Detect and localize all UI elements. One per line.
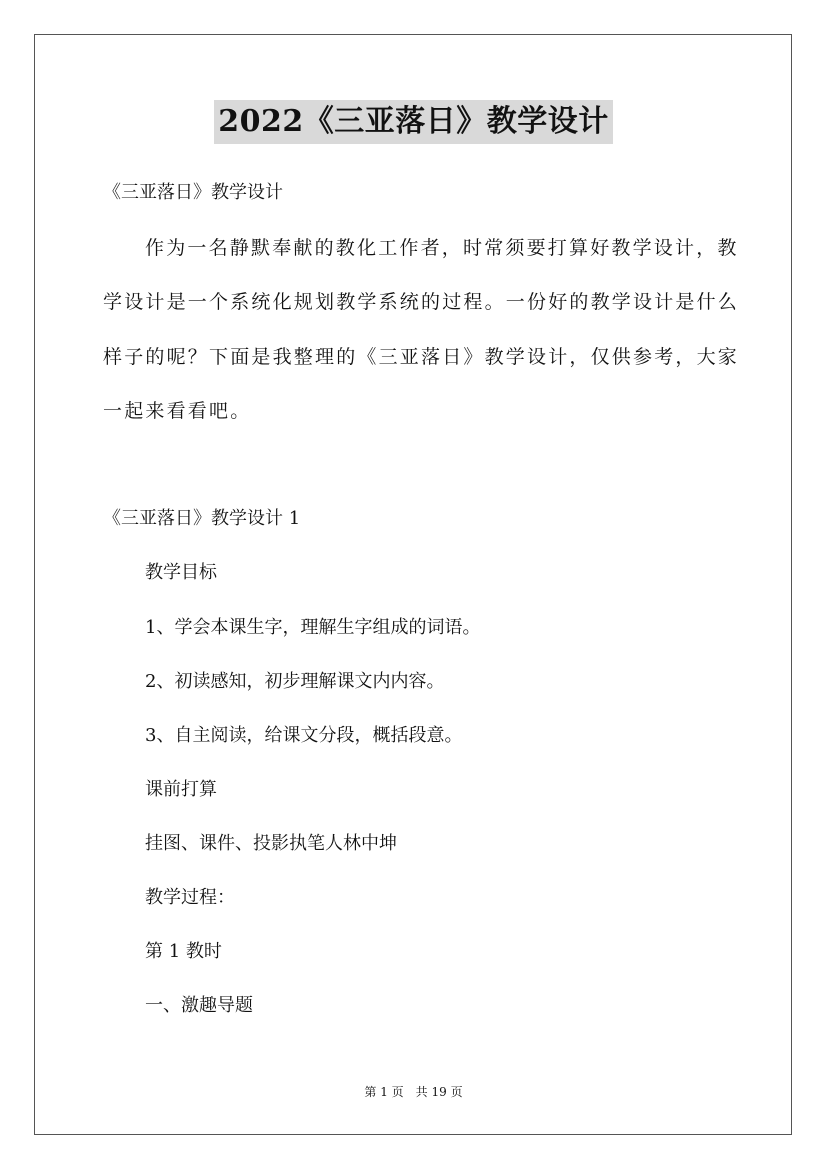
section-heading: 《三亚落日》教学设计 1	[103, 508, 301, 529]
list-item: 一、激趣导题	[145, 995, 253, 1016]
intro-line-1: 作为一名静默奉献的教化工作者，时常须要打算好教学设计，教	[145, 237, 739, 259]
page-footer: 第 1 页 共 19 页	[364, 1085, 463, 1099]
list-item: 教学目标	[145, 562, 217, 583]
list-item: 第 1 教时	[145, 941, 222, 962]
list-item: 1、学会本课生字，理解生字组成的词语。	[145, 617, 481, 638]
intro-line-4: 一起来看看吧。	[103, 400, 252, 422]
document-title-wrap	[0, 100, 827, 144]
list-item: 2、初读感知，初步理解课文内内容。	[145, 671, 445, 692]
document-subtitle: 《三亚落日》教学设计	[103, 182, 283, 203]
document-title: 2022《三亚落日》教学设计	[214, 100, 613, 144]
list-item: 挂图、课件、投影执笔人林中坤	[145, 833, 397, 854]
list-item: 教学过程：	[145, 887, 235, 908]
list-item: 课前打算	[145, 779, 217, 800]
intro-line-2: 学设计是一个系统化规划教学系统的过程。一份好的教学设计是什么	[103, 291, 740, 313]
intro-line-3: 样子的呢？下面是我整理的《三亚落日》教学设计，仅供参考，大家	[103, 346, 740, 368]
list-item: 3、自主阅读，给课文分段，概括段意。	[145, 725, 463, 746]
